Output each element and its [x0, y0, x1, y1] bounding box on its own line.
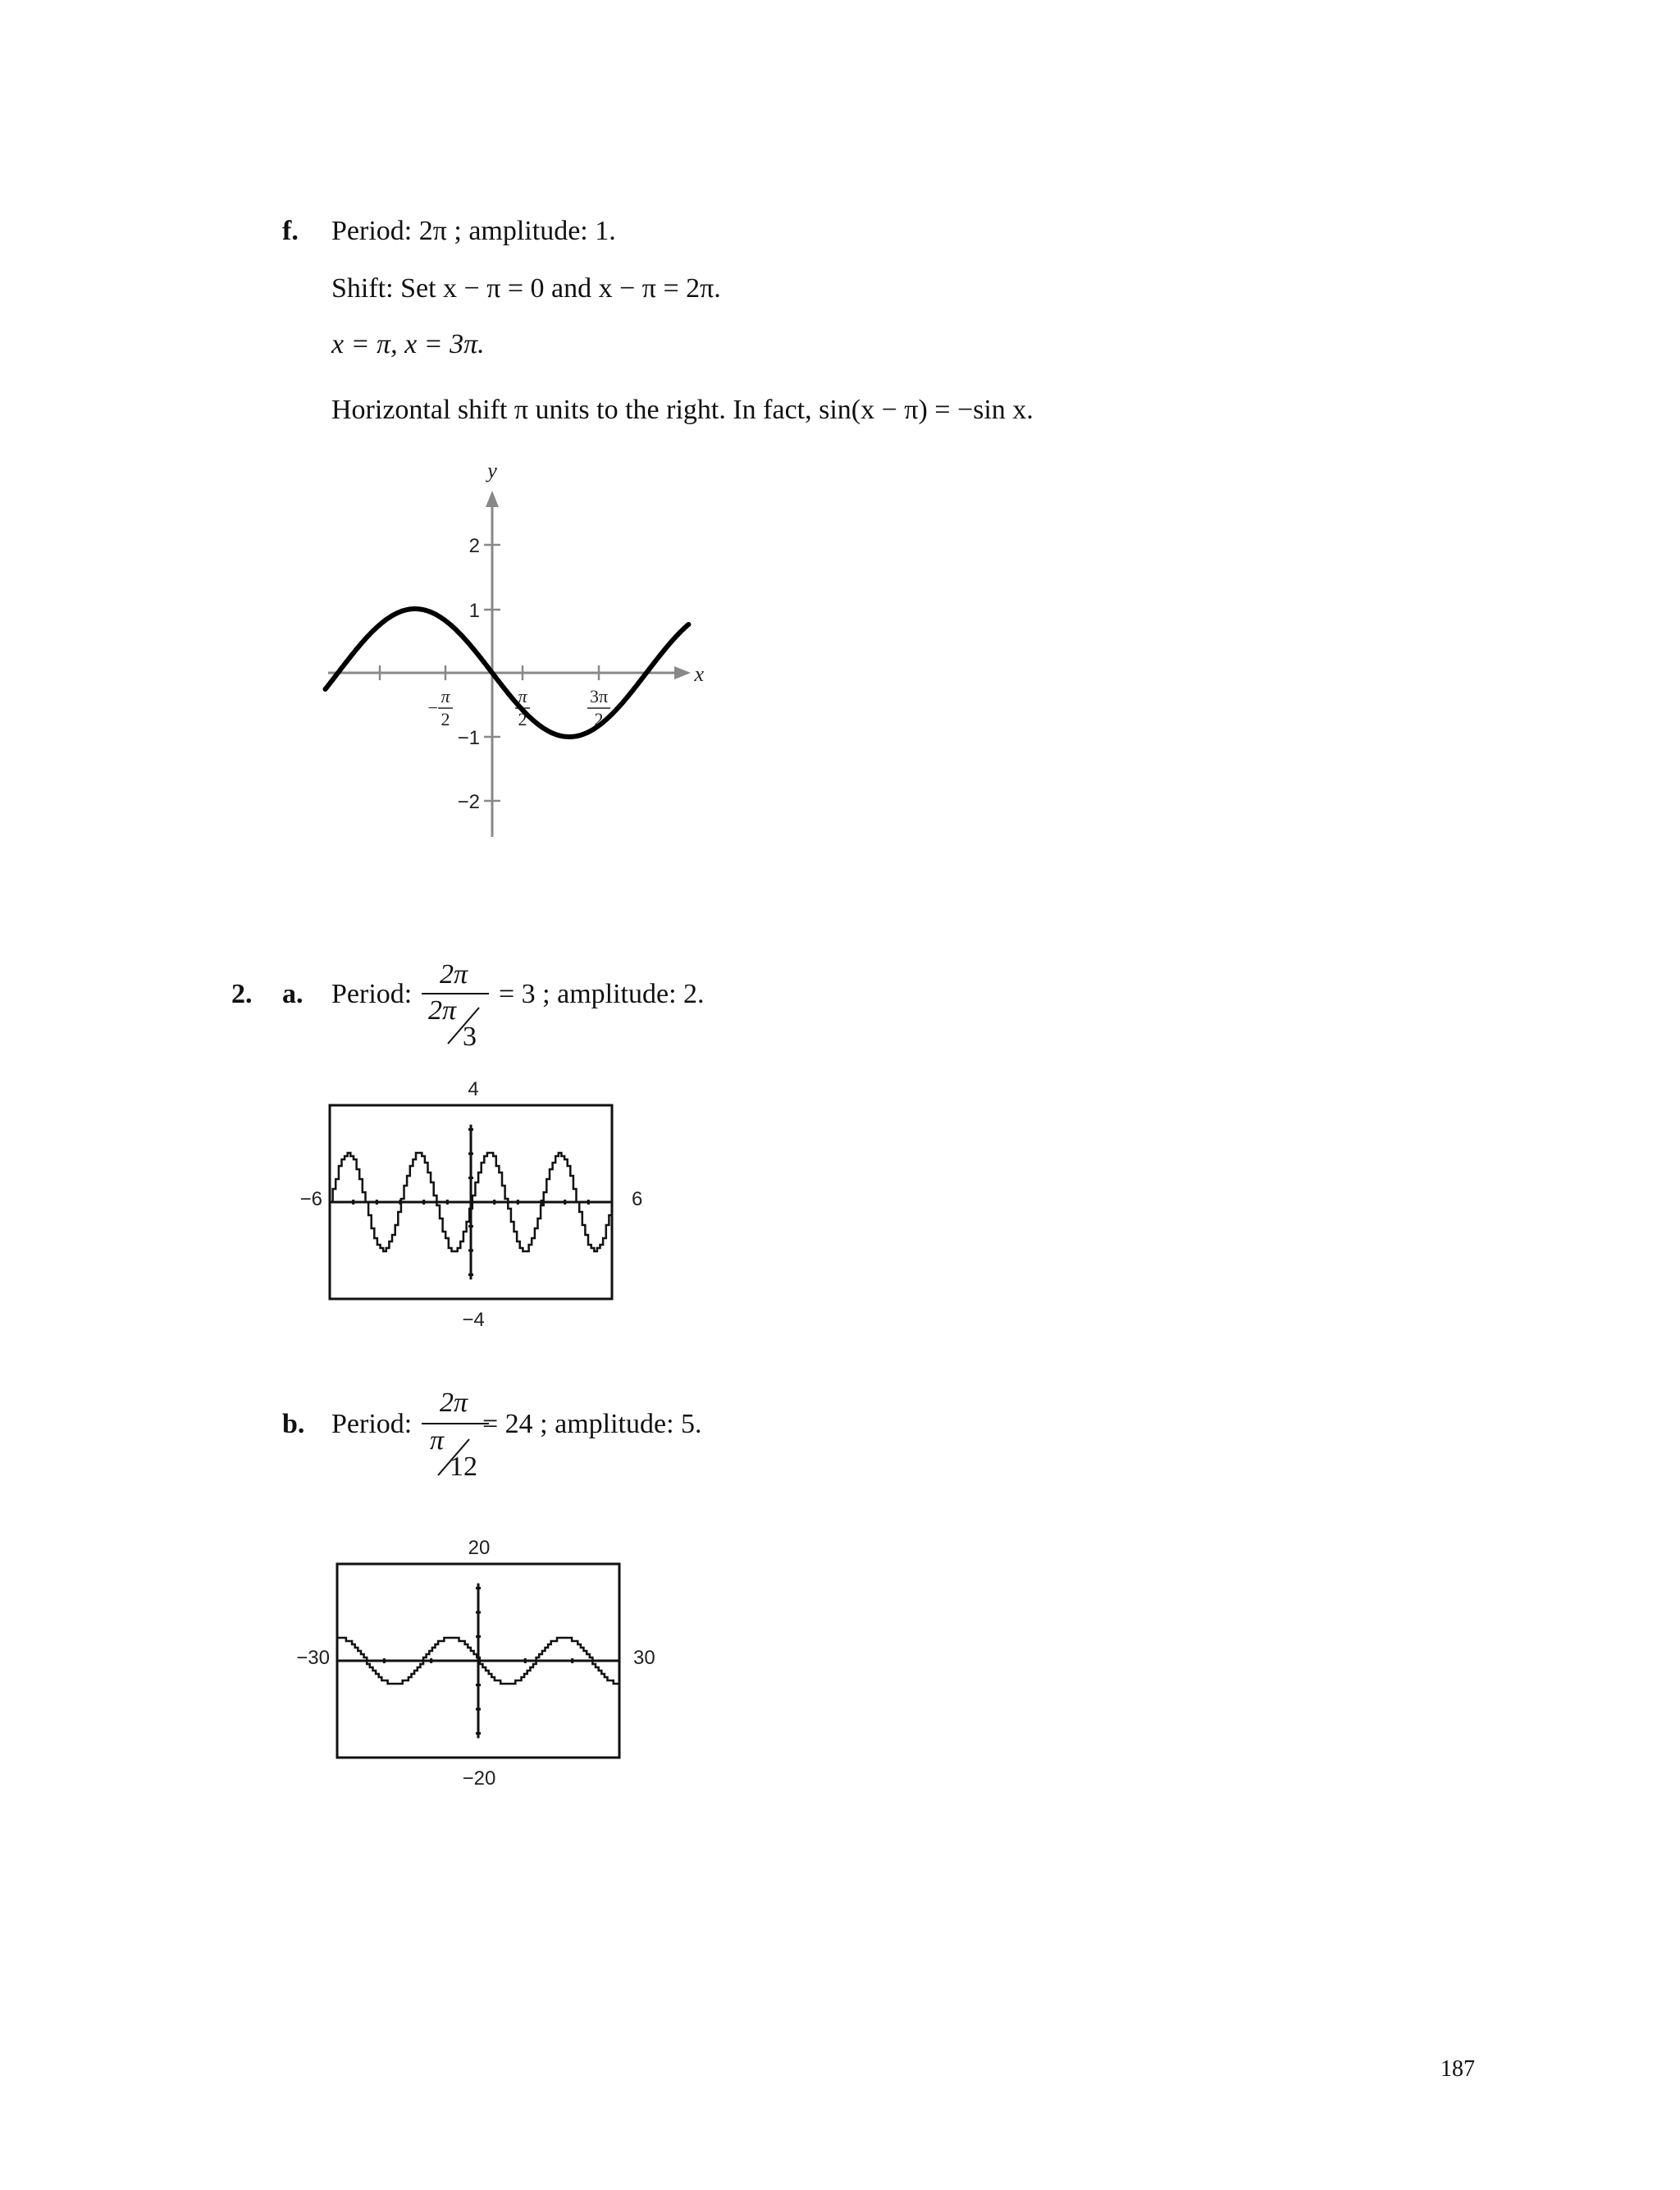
part-a-frac-denominator-bottom: 3	[463, 1022, 477, 1052]
part-a-period-label: Period:	[331, 979, 413, 1009]
svg-text:π: π	[441, 686, 450, 706]
svg-text:2: 2	[518, 709, 527, 729]
page-number: 187	[1440, 2056, 1475, 2082]
y-tick-label: −2	[457, 791, 480, 813]
x-axis-label: x	[694, 662, 704, 686]
part-b-frac-denominator-bottom: 12	[450, 1452, 477, 1482]
y-tick	[468, 1104, 473, 1107]
y-tick	[468, 1153, 473, 1155]
y-tick	[476, 1684, 481, 1686]
x-tick	[517, 1200, 519, 1205]
part-f-line-shift: Shift: Set x − π = 0 and x − π = 2π.	[331, 273, 721, 304]
window-ymin: −4	[462, 1309, 485, 1331]
x-tick	[564, 1200, 566, 1205]
part-f-label: f.	[282, 216, 299, 246]
part-b-result: = 24 ; amplitude: 5.	[482, 1409, 702, 1439]
x-tick	[587, 1200, 590, 1205]
x-tick	[352, 1200, 354, 1205]
x-tick	[422, 1200, 425, 1205]
window-ymin: −20	[462, 1767, 496, 1790]
y-axis-arrow	[486, 491, 499, 507]
svg-text:−: −	[427, 697, 438, 718]
y-tick	[476, 1587, 481, 1589]
y-tick	[476, 1708, 481, 1711]
part-f-graph	[320, 459, 705, 845]
y-tick	[468, 1128, 473, 1131]
problem-2-number: 2.	[231, 979, 253, 1009]
part-b-label: b.	[282, 1409, 305, 1439]
y-tick	[468, 1177, 473, 1179]
x-tick-label-neg-pi-over-2	[428, 686, 453, 729]
y-tick-label: −1	[457, 727, 480, 749]
y-tick	[468, 1298, 473, 1301]
part-b-frac-denominator-top: π	[430, 1425, 445, 1456]
y-tick	[476, 1635, 481, 1638]
plot-area	[336, 1563, 621, 1759]
window-xmax: 6	[632, 1188, 643, 1210]
window-ymax: 20	[468, 1537, 491, 1559]
x-tick	[336, 1658, 339, 1663]
x-tick	[619, 1658, 621, 1663]
x-tick	[376, 1200, 378, 1205]
svg-text:2: 2	[441, 709, 450, 729]
part-a-frac-numerator: 2π	[439, 959, 468, 990]
x-tick	[383, 1658, 386, 1663]
y-tick	[476, 1563, 481, 1566]
x-axis-arrow	[674, 666, 691, 679]
y-tick	[468, 1273, 473, 1276]
window-xmax: 30	[633, 1647, 655, 1669]
window-xmin: −6	[299, 1188, 322, 1210]
y-tick	[476, 1732, 481, 1735]
y-axis-label: y	[487, 459, 497, 482]
x-tick	[571, 1658, 573, 1663]
window-ymax: 4	[468, 1078, 479, 1100]
y-tick	[476, 1612, 481, 1614]
part-f-line-horizontal-shift: Horizontal shift π units to the right. In fact, sin(x − π) = −sin x.	[331, 395, 1034, 425]
plot-area	[329, 1104, 614, 1301]
x-tick	[524, 1658, 527, 1663]
y-tick	[468, 1250, 473, 1252]
y-tick	[468, 1225, 473, 1228]
x-tick	[446, 1200, 449, 1205]
part-f-line-period: Period: 2π ; amplitude: 1.	[331, 216, 616, 246]
x-tick	[541, 1200, 543, 1205]
part-b-period-label: Period:	[331, 1409, 413, 1439]
part-a-result: = 3 ; amplitude: 2.	[499, 979, 705, 1009]
y-tick-label: 2	[468, 535, 480, 557]
svg-text:π: π	[518, 686, 527, 706]
part-b-calculator-graph	[289, 1529, 674, 1792]
svg-text:3π: 3π	[589, 686, 609, 706]
part-a-frac-denominator-top: 2π	[428, 995, 457, 1026]
x-tick	[430, 1658, 432, 1663]
svg-text:2: 2	[594, 709, 604, 729]
y-tick-label: 1	[468, 600, 480, 622]
y-tick	[476, 1757, 481, 1759]
part-b-frac-numerator: 2π	[439, 1388, 468, 1418]
part-f-line-solutions: x = π, x = 3π.	[331, 329, 485, 359]
part-a-calculator-graph	[291, 1071, 669, 1333]
x-tick	[493, 1200, 495, 1205]
part-a-label: a.	[282, 979, 304, 1009]
window-xmin: −30	[296, 1647, 330, 1669]
